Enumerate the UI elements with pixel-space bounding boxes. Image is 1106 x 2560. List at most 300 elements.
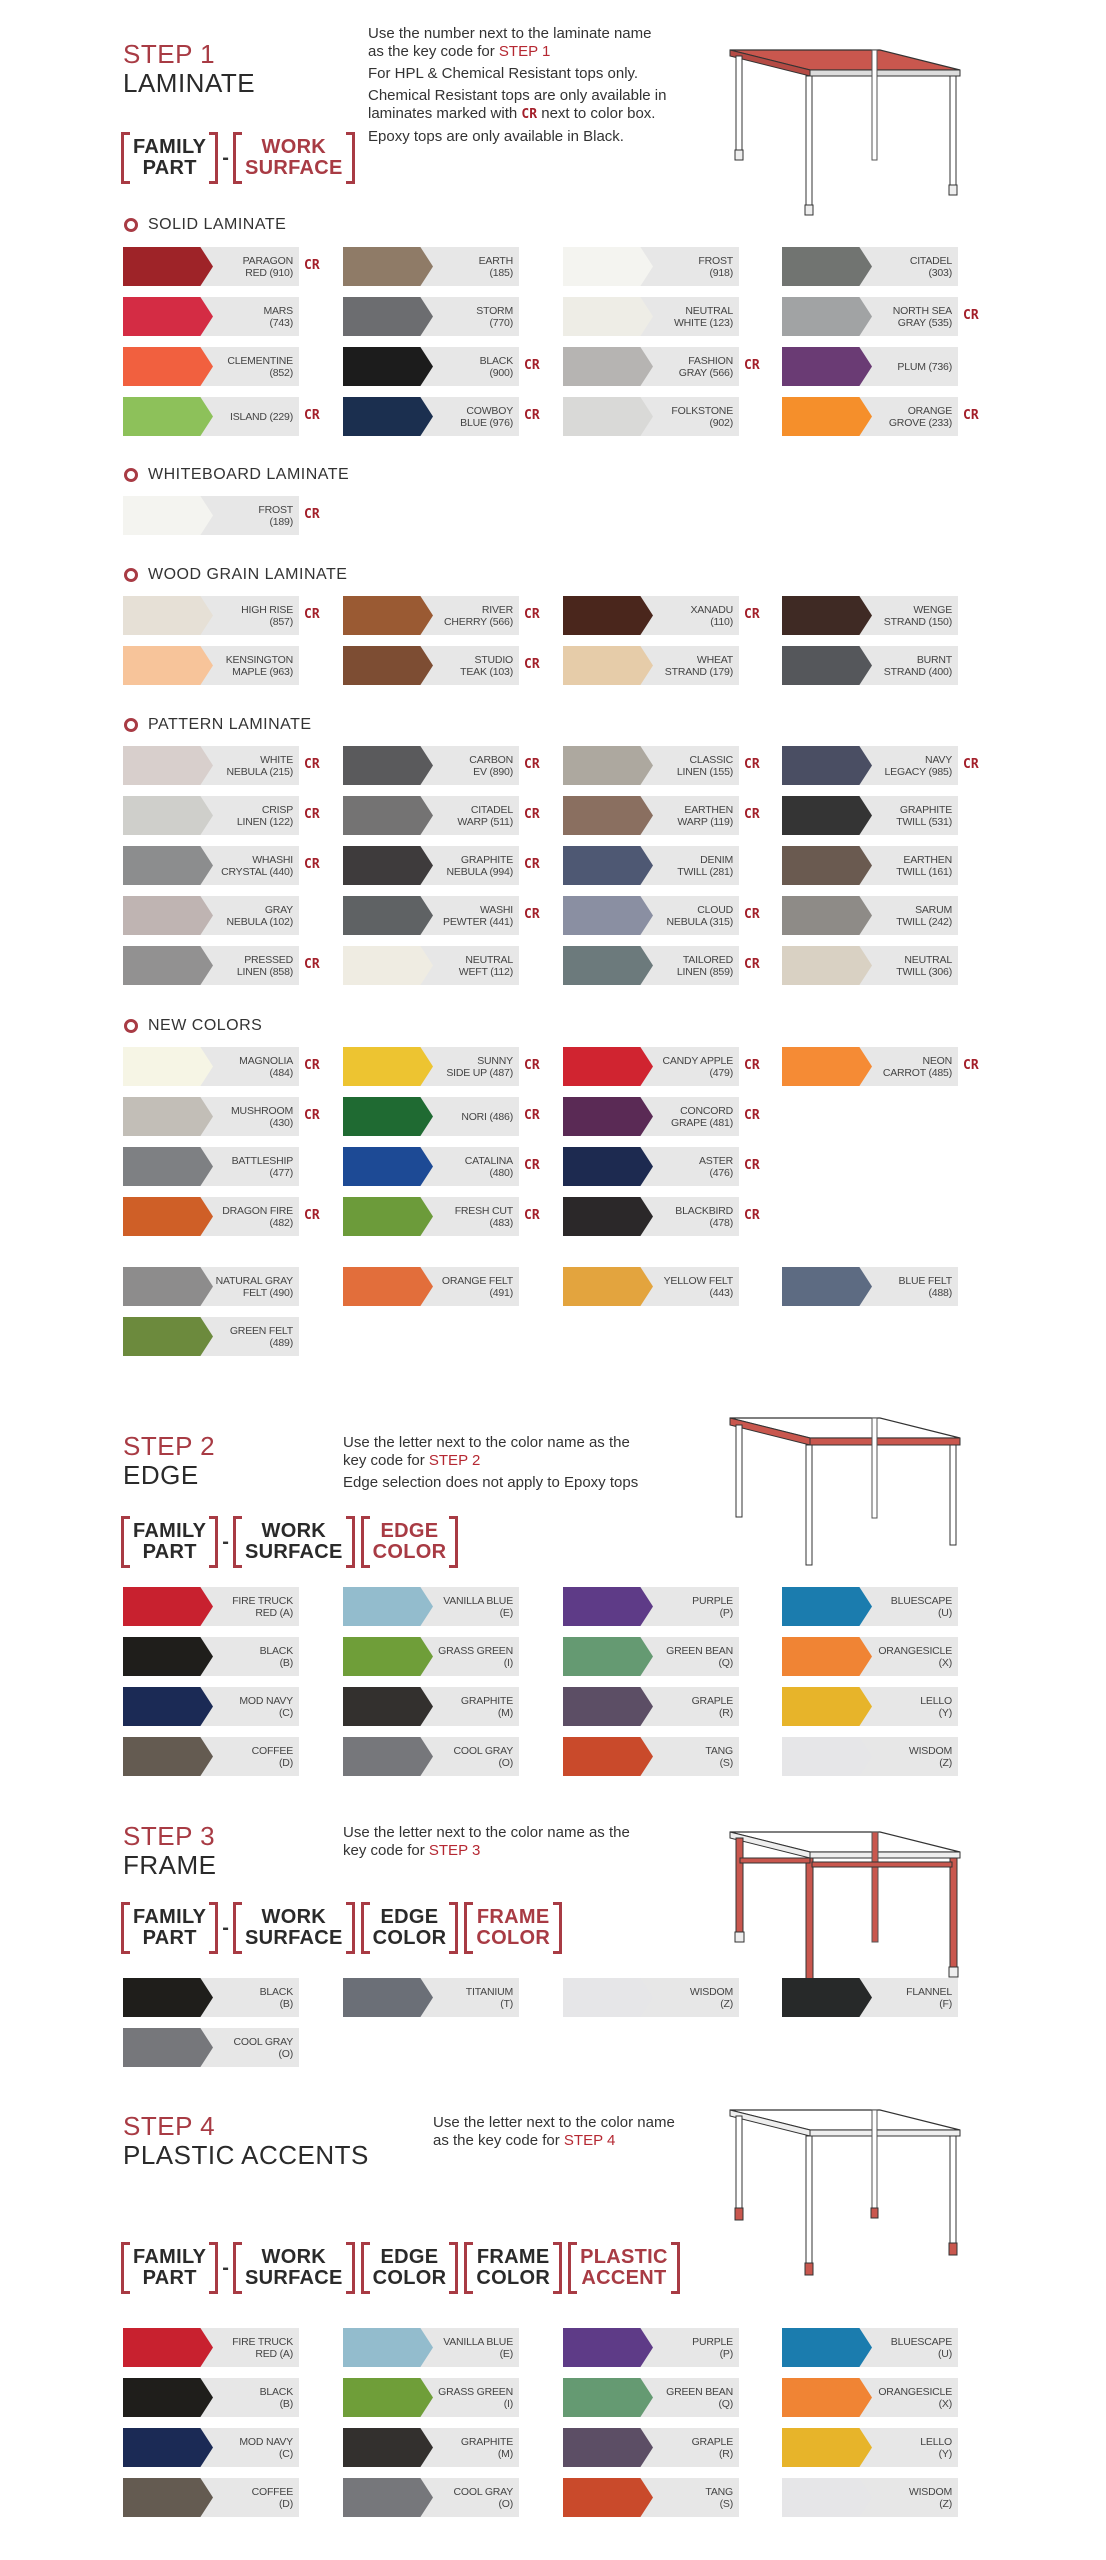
- swatch-label: COOL GRAY (O): [453, 1744, 513, 1769]
- swatch-color-chip: [123, 1267, 213, 1306]
- code-frame-color: FRAME COLOR: [464, 1902, 562, 1954]
- swatch-color-chip: [123, 1097, 213, 1136]
- swatch-label: GREEN BEAN (Q): [666, 2385, 733, 2410]
- swatch-color-chip: [782, 1637, 872, 1676]
- swatch-color-chip: [343, 896, 433, 935]
- swatch-color-chip: [343, 2328, 433, 2367]
- swatch-color-chip: [782, 1047, 872, 1086]
- swatch-color-chip: [782, 946, 872, 985]
- cr-mark: CR: [304, 807, 320, 822]
- swatch-label: CRISP LINEN (122): [236, 803, 293, 828]
- swatch-color-chip: [343, 347, 433, 386]
- swatch-label: PLUM (736): [897, 360, 952, 373]
- section-wood-grain-laminate: WOOD GRAIN LAMINATE: [124, 566, 347, 584]
- cr-mark: CR: [524, 857, 540, 872]
- color-swatch[interactable]: [123, 2028, 299, 2067]
- swatch-label: VANILLA BLUE (E): [443, 2335, 513, 2360]
- swatch-label: BLACK (B): [259, 1644, 293, 1669]
- swatch-color-chip: [123, 2378, 213, 2417]
- color-swatch[interactable]: [563, 646, 739, 685]
- swatch-color-chip: [123, 2028, 213, 2067]
- color-swatch[interactable]: [123, 1317, 299, 1356]
- color-swatch[interactable]: [782, 2428, 958, 2467]
- swatch-color-chip: [782, 347, 872, 386]
- swatch-color-chip: [123, 247, 213, 286]
- swatch-color-chip: [123, 746, 213, 785]
- swatch-color-chip: [123, 1587, 213, 1626]
- section-bullet-icon: [124, 568, 138, 582]
- cr-mark: CR: [744, 607, 760, 622]
- swatch-label: TAILORED LINEN (859): [676, 953, 733, 978]
- swatch-color-chip: [123, 596, 213, 635]
- step2-heading: [123, 1432, 215, 1490]
- swatch-label: NATURAL GRAY FELT (490): [215, 1274, 293, 1299]
- swatch-label: PARAGON RED (910): [242, 254, 293, 279]
- color-swatch[interactable]: [123, 596, 320, 635]
- swatch-label: COFFEE (D): [251, 1744, 293, 1769]
- color-swatch[interactable]: [123, 1737, 299, 1776]
- swatch-color-chip: [782, 1687, 872, 1726]
- swatch-color-chip: [123, 796, 213, 835]
- color-swatch[interactable]: [782, 596, 958, 635]
- color-swatch[interactable]: [782, 1047, 979, 1086]
- color-swatch[interactable]: [123, 1047, 320, 1086]
- cr-mark: CR: [304, 957, 320, 972]
- swatch-label: GREEN BEAN (Q): [666, 1644, 733, 1669]
- color-swatch[interactable]: [123, 1197, 320, 1236]
- color-swatch[interactable]: [343, 1687, 519, 1726]
- swatch-color-chip: [563, 1687, 653, 1726]
- swatch-color-chip: [343, 646, 433, 685]
- swatch-label: PURPLE (P): [692, 2335, 733, 2360]
- swatch-color-chip: [343, 1587, 433, 1626]
- step1-heading: [123, 40, 255, 98]
- color-swatch[interactable]: [123, 646, 299, 685]
- cr-mark: CR: [963, 1058, 979, 1073]
- color-swatch[interactable]: [563, 1147, 760, 1186]
- color-swatch[interactable]: [563, 896, 760, 935]
- color-swatch[interactable]: [563, 297, 739, 336]
- swatch-color-chip: [343, 1267, 433, 1306]
- swatch-color-chip: [123, 297, 213, 336]
- section-solid-laminate: SOLID LAMINATE: [124, 216, 286, 234]
- cr-mark: CR: [963, 308, 979, 323]
- table-illustration-edge: [720, 1408, 970, 1578]
- swatch-color-chip: [563, 2428, 653, 2467]
- color-swatch[interactable]: [782, 896, 958, 935]
- code-dash: -: [222, 1530, 229, 1553]
- color-swatch[interactable]: [563, 2378, 739, 2417]
- swatch-label: CLASSIC LINEN (155): [676, 753, 733, 778]
- swatch-color-chip: [123, 2328, 213, 2367]
- color-swatch[interactable]: [123, 746, 320, 785]
- swatch-label: COOL GRAY (O): [233, 2035, 293, 2060]
- swatch-label: FROST (189): [258, 503, 293, 528]
- swatch-color-chip: [563, 397, 653, 436]
- swatch-color-chip: [563, 1587, 653, 1626]
- swatch-label: GRAPHITE NEBULA (994): [446, 853, 513, 878]
- swatch-label: BLACK (B): [259, 1985, 293, 2010]
- cr-mark: CR: [521, 107, 538, 122]
- cr-mark: CR: [744, 358, 760, 373]
- color-swatch[interactable]: [782, 946, 958, 985]
- code-frame-color: FRAME COLOR: [464, 2242, 562, 2294]
- color-swatch[interactable]: [563, 946, 760, 985]
- swatch-color-chip: [123, 1047, 213, 1086]
- color-swatch[interactable]: [563, 846, 739, 885]
- color-swatch[interactable]: [563, 596, 760, 635]
- color-swatch[interactable]: [123, 2378, 299, 2417]
- swatch-color-chip: [782, 1978, 872, 2017]
- color-swatch[interactable]: [123, 946, 320, 985]
- step2-instructions: Use the letter next to the color name as the key code for STEP 2 Edge selection does not apply to Epoxy tops: [343, 1434, 639, 1491]
- cr-mark: CR: [744, 957, 760, 972]
- swatch-label: VANILLA BLUE (E): [443, 1594, 513, 1619]
- cr-mark: CR: [524, 1158, 540, 1173]
- swatch-label: CLEMENTINE (852): [227, 354, 293, 379]
- color-swatch[interactable]: [343, 596, 540, 635]
- swatch-color-chip: [563, 1978, 653, 2017]
- color-swatch[interactable]: [123, 1587, 299, 1626]
- swatch-color-chip: [343, 1047, 433, 1086]
- swatch-color-chip: [782, 297, 872, 336]
- swatch-label: TITANIUM (T): [465, 1985, 513, 2010]
- code-family-part: FAMILY PART: [121, 1902, 218, 1954]
- color-swatch[interactable]: [782, 1978, 958, 2017]
- code-dash: -: [222, 146, 229, 169]
- color-swatch[interactable]: [343, 746, 540, 785]
- color-swatch[interactable]: [123, 2478, 299, 2517]
- color-swatch[interactable]: [123, 796, 320, 835]
- swatch-label: FASHION GRAY (566): [678, 354, 733, 379]
- swatch-label: DENIM TWILL (281): [677, 853, 733, 878]
- color-swatch[interactable]: [343, 2478, 519, 2517]
- swatch-label: ORANGESICLE (X): [878, 2385, 952, 2410]
- color-swatch[interactable]: [563, 247, 739, 286]
- color-swatch[interactable]: [343, 646, 540, 685]
- cr-mark: CR: [744, 907, 760, 922]
- swatch-label: MOD NAVY (C): [239, 1694, 293, 1719]
- color-swatch[interactable]: [123, 896, 299, 935]
- swatch-color-chip: [782, 2378, 872, 2417]
- swatch-color-chip: [563, 1197, 653, 1236]
- color-swatch[interactable]: [782, 1637, 958, 1676]
- table-illustration-frame: [720, 1822, 970, 2002]
- swatch-label: CONCORD GRAPE (481): [671, 1104, 733, 1129]
- swatch-color-chip: [782, 596, 872, 635]
- swatch-label: ASTER (476): [698, 1154, 733, 1179]
- swatch-color-chip: [123, 347, 213, 386]
- step3-heading: [123, 1822, 217, 1880]
- swatch-label: BATTLESHIP (477): [231, 1154, 293, 1179]
- swatch-label: SUNNY SIDE UP (487): [446, 1054, 513, 1079]
- color-swatch[interactable]: [782, 1587, 958, 1626]
- step2-name: EDGE: [123, 1460, 199, 1490]
- cr-mark: CR: [744, 1208, 760, 1223]
- swatch-color-chip: [782, 1737, 872, 1776]
- swatch-label: WISDOM (Z): [908, 1744, 952, 1769]
- cr-mark: CR: [304, 1108, 320, 1123]
- color-swatch[interactable]: [563, 796, 760, 835]
- color-swatch[interactable]: [563, 1587, 739, 1626]
- swatch-color-chip: [563, 1637, 653, 1676]
- color-swatch[interactable]: [563, 746, 760, 785]
- swatch-label: CITADEL (303): [909, 254, 952, 279]
- swatch-color-chip: [563, 2328, 653, 2367]
- swatch-color-chip: [782, 646, 872, 685]
- section-new-colors: NEW COLORS: [124, 1017, 262, 1035]
- color-swatch[interactable]: [563, 1097, 760, 1136]
- swatch-label: FIRE TRUCK RED (A): [232, 1594, 293, 1619]
- swatch-label: NEUTRAL TWILL (306): [896, 953, 952, 978]
- swatch-label: CLOUD NEBULA (315): [666, 903, 733, 928]
- color-swatch[interactable]: [343, 247, 519, 286]
- swatch-label: FROST (918): [698, 254, 733, 279]
- color-swatch[interactable]: [343, 796, 540, 835]
- color-swatch[interactable]: [563, 2328, 739, 2367]
- swatch-label: BLUESCAPE (U): [890, 2335, 952, 2360]
- swatch-color-chip: [343, 2428, 433, 2467]
- cr-mark: CR: [304, 258, 320, 273]
- step3-instructions: Use the letter next to the color name as the key code for STEP 3: [343, 1824, 630, 1859]
- swatch-color-chip: [123, 1978, 213, 2017]
- color-swatch[interactable]: [123, 846, 320, 885]
- color-swatch[interactable]: [343, 1267, 519, 1306]
- swatch-label: EARTHEN TWILL (161): [896, 853, 952, 878]
- swatch-label: LELLO (Y): [920, 1694, 952, 1719]
- swatch-label: PURPLE (P): [692, 1594, 733, 1619]
- color-swatch[interactable]: [123, 347, 299, 386]
- swatch-color-chip: [343, 746, 433, 785]
- swatch-label: WISDOM (Z): [908, 2485, 952, 2510]
- swatch-color-chip: [343, 1637, 433, 1676]
- color-swatch[interactable]: [343, 397, 540, 436]
- swatch-label: FLANNEL (F): [906, 1985, 952, 2010]
- color-swatch[interactable]: [782, 646, 958, 685]
- swatch-label: GRAPHITE (M): [460, 2435, 513, 2460]
- color-swatch[interactable]: [123, 1147, 299, 1186]
- swatch-color-chip: [563, 1097, 653, 1136]
- swatch-label: XANADU (110): [690, 603, 733, 628]
- color-swatch[interactable]: [123, 1687, 299, 1726]
- swatch-label: MAGNOLIA (484): [239, 1054, 293, 1079]
- color-swatch[interactable]: [782, 2328, 958, 2367]
- color-swatch[interactable]: [563, 1267, 739, 1306]
- color-swatch[interactable]: [123, 2428, 299, 2467]
- cr-mark: CR: [524, 657, 540, 672]
- swatch-color-chip: [782, 397, 872, 436]
- swatch-label: NORI (486): [461, 1110, 513, 1123]
- swatch-label: EARTHEN WARP (119): [677, 803, 733, 828]
- color-swatch[interactable]: [343, 1197, 540, 1236]
- swatch-color-chip: [123, 646, 213, 685]
- swatch-color-chip: [563, 1047, 653, 1086]
- color-swatch[interactable]: [782, 2378, 958, 2417]
- swatch-label: WENGE STRAND (150): [883, 603, 952, 628]
- color-swatch[interactable]: [123, 1097, 320, 1136]
- code-work-surface: WORK SURFACE: [233, 2242, 355, 2294]
- color-swatch[interactable]: [782, 1687, 958, 1726]
- swatch-color-chip: [343, 1687, 433, 1726]
- swatch-label: WHEAT STRAND (179): [664, 653, 733, 678]
- cr-mark: CR: [524, 1208, 540, 1223]
- swatch-color-chip: [563, 846, 653, 885]
- color-swatch[interactable]: [563, 1197, 760, 1236]
- color-swatch[interactable]: [782, 247, 958, 286]
- swatch-label: BLACKBIRD (478): [675, 1204, 733, 1229]
- color-swatch[interactable]: [782, 846, 958, 885]
- color-swatch[interactable]: [343, 2378, 519, 2417]
- color-swatch[interactable]: [563, 2428, 739, 2467]
- color-swatch[interactable]: [123, 397, 320, 436]
- cr-mark: CR: [304, 1058, 320, 1073]
- color-swatch[interactable]: [123, 247, 320, 286]
- swatch-label: COFFEE (D): [251, 2485, 293, 2510]
- swatch-color-chip: [563, 1267, 653, 1306]
- section-bullet-icon: [124, 1019, 138, 1033]
- color-swatch[interactable]: [343, 1587, 519, 1626]
- swatch-label: NEUTRAL WHITE (123): [673, 304, 733, 329]
- swatch-label: WISDOM (Z): [689, 1985, 733, 2010]
- color-swatch[interactable]: [343, 946, 519, 985]
- code-family-part: FAMILY PART: [121, 1516, 218, 1568]
- color-swatch[interactable]: [782, 297, 979, 336]
- color-swatch[interactable]: [123, 1637, 299, 1676]
- instr-line: laminates marked with: [368, 105, 522, 122]
- color-swatch[interactable]: [343, 2328, 519, 2367]
- swatch-label: COWBOY BLUE (976): [460, 404, 513, 429]
- swatch-label: GRAPLE (R): [691, 1694, 733, 1719]
- swatch-label: ORANGE FELT (491): [441, 1274, 513, 1299]
- swatch-label: TANG (S): [705, 2485, 733, 2510]
- swatch-color-chip: [123, 1687, 213, 1726]
- key-code-step1: [121, 132, 355, 184]
- color-swatch[interactable]: [782, 796, 958, 835]
- swatch-label: GREEN FELT (489): [229, 1324, 293, 1349]
- color-swatch[interactable]: [563, 1637, 739, 1676]
- swatch-color-chip: [343, 946, 433, 985]
- swatch-label: NORTH SEA GRAY (535): [892, 304, 952, 329]
- swatch-color-chip: [563, 2478, 653, 2517]
- color-swatch[interactable]: [343, 1637, 519, 1676]
- color-swatch[interactable]: [343, 1097, 540, 1136]
- color-swatch[interactable]: [782, 397, 979, 436]
- color-swatch[interactable]: [343, 297, 519, 336]
- swatch-label: BURNT STRAND (400): [883, 653, 952, 678]
- color-swatch[interactable]: [123, 1978, 299, 2017]
- section-bullet-icon: [124, 218, 138, 232]
- color-swatch[interactable]: [782, 1737, 958, 1776]
- color-swatch[interactable]: [123, 297, 299, 336]
- color-swatch[interactable]: [343, 1978, 519, 2017]
- swatch-label: FIRE TRUCK RED (A): [232, 2335, 293, 2360]
- color-swatch[interactable]: [563, 1047, 760, 1086]
- code-edge-color: EDGE COLOR: [361, 1516, 459, 1568]
- swatch-label: BLUE FELT (488): [898, 1274, 952, 1299]
- color-swatch[interactable]: [563, 1737, 739, 1776]
- swatch-label: CATALINA (480): [464, 1154, 513, 1179]
- swatch-color-chip: [123, 2428, 213, 2467]
- swatch-color-chip: [123, 2478, 213, 2517]
- swatch-color-chip: [343, 2478, 433, 2517]
- cr-mark: CR: [744, 807, 760, 822]
- swatch-label: MARS (743): [263, 304, 293, 329]
- color-swatch[interactable]: [563, 1978, 739, 2017]
- color-swatch[interactable]: [563, 2478, 739, 2517]
- color-swatch[interactable]: [782, 746, 979, 785]
- swatch-color-chip: [343, 397, 433, 436]
- swatch-color-chip: [782, 896, 872, 935]
- color-swatch[interactable]: [123, 2328, 299, 2367]
- swatch-color-chip: [123, 1197, 213, 1236]
- color-swatch[interactable]: [123, 496, 320, 535]
- instr-line: For HPL & Chemical Resistant tops only.: [368, 65, 639, 82]
- swatch-label: WHITE NEBULA (215): [226, 753, 293, 778]
- color-swatch[interactable]: [343, 1737, 519, 1776]
- swatch-label: GRASS GREEN (I): [438, 2385, 513, 2410]
- swatch-label: LELLO (Y): [920, 2435, 952, 2460]
- swatch-label: ISLAND (229): [230, 410, 293, 423]
- code-edge-color: EDGE COLOR: [361, 1902, 459, 1954]
- swatch-color-chip: [782, 2328, 872, 2367]
- swatch-label: DRAGON FIRE (482): [222, 1204, 293, 1229]
- color-swatch[interactable]: [343, 846, 540, 885]
- swatch-label: NEUTRAL WEFT (112): [458, 953, 513, 978]
- color-swatch[interactable]: [343, 1147, 540, 1186]
- swatch-label: FRESH CUT (483): [454, 1204, 513, 1229]
- step1-label: STEP 1: [123, 39, 216, 69]
- swatch-color-chip: [563, 946, 653, 985]
- color-swatch[interactable]: [782, 1267, 958, 1306]
- color-swatch[interactable]: [123, 1267, 299, 1306]
- color-swatch[interactable]: [782, 347, 958, 386]
- color-swatch[interactable]: [343, 2428, 519, 2467]
- swatch-color-chip: [123, 946, 213, 985]
- instr-line: as the key code for: [368, 43, 499, 60]
- section-whiteboard-laminate: WHITEBOARD LAMINATE: [124, 466, 349, 484]
- color-swatch[interactable]: [563, 397, 739, 436]
- code-work-surface: WORK SURFACE: [233, 1902, 355, 1954]
- swatch-color-chip: [123, 496, 213, 535]
- cr-mark: CR: [963, 408, 979, 423]
- swatch-label: YELLOW FELT (443): [663, 1274, 733, 1299]
- swatch-color-chip: [563, 1737, 653, 1776]
- cr-mark: CR: [524, 607, 540, 622]
- color-swatch[interactable]: [782, 2478, 958, 2517]
- swatch-color-chip: [563, 746, 653, 785]
- color-swatch[interactable]: [343, 1047, 540, 1086]
- color-swatch[interactable]: [563, 347, 760, 386]
- cr-mark: CR: [304, 408, 320, 423]
- cr-mark: CR: [524, 1058, 540, 1073]
- swatch-color-chip: [563, 347, 653, 386]
- swatch-label: RIVER CHERRY (566): [444, 603, 513, 628]
- swatch-label: COOL GRAY (O): [453, 2485, 513, 2510]
- swatch-label: CARBON EV (890): [469, 753, 513, 778]
- instr-step-ref: STEP 1: [498, 43, 551, 60]
- swatch-label: CANDY APPLE (479): [662, 1054, 733, 1079]
- cr-mark: CR: [524, 358, 540, 373]
- color-swatch[interactable]: [563, 1687, 739, 1726]
- swatch-color-chip: [343, 1097, 433, 1136]
- table-illustration-plastic: [720, 2100, 970, 2280]
- color-swatch[interactable]: [343, 896, 540, 935]
- swatch-label: GRAPLE (R): [691, 2435, 733, 2460]
- swatch-color-chip: [343, 1737, 433, 1776]
- color-swatch[interactable]: [343, 347, 540, 386]
- swatch-color-chip: [782, 247, 872, 286]
- instr-line: Chemical Resistant tops are only available in: [368, 87, 667, 104]
